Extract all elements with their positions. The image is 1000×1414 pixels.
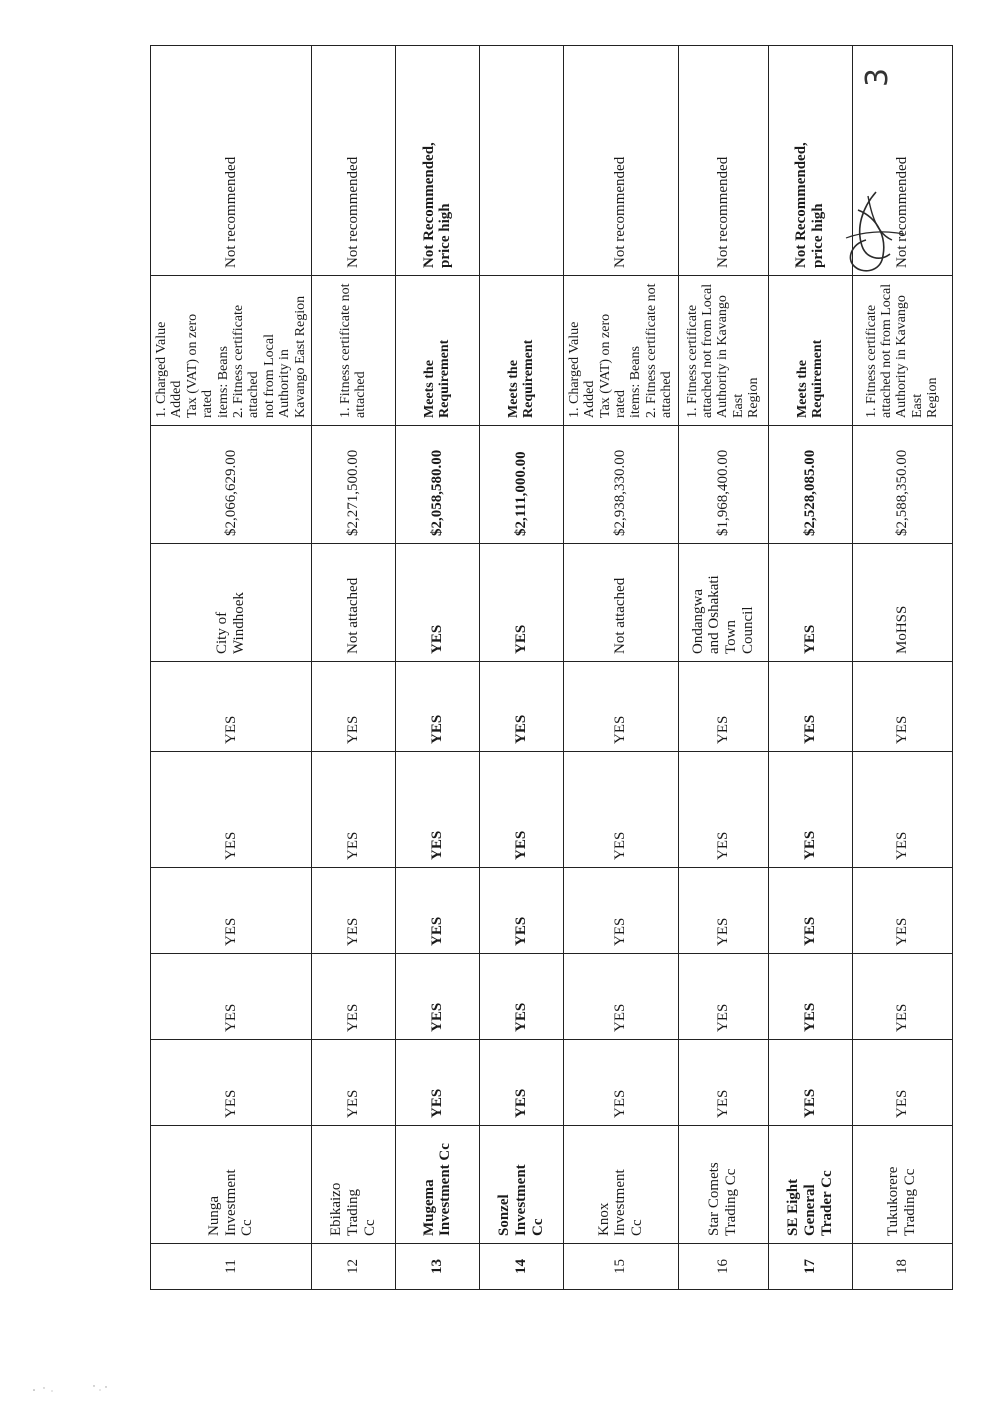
table-row (311, 46, 395, 1290)
remarks-cell (852, 276, 952, 426)
remarks-cell (311, 276, 395, 426)
criterion-cell: YES (852, 1040, 952, 1126)
criterion-cell: YES (479, 662, 563, 752)
recommendation-cell-line: Not Recommended, (793, 142, 810, 268)
criterion-cell: YES (479, 868, 563, 954)
remarks-cell (479, 276, 563, 426)
remarks-cell (151, 276, 312, 426)
criterion-cell: YES (479, 954, 563, 1040)
bid-price-cell: $2,528,085.00 (768, 426, 852, 544)
fitness-certificate-cell (563, 544, 678, 662)
bidder-name-cell-line: Mugema (420, 1179, 437, 1236)
bidder-name-cell-line: Ebikaizo Trading (328, 1182, 361, 1236)
table-row (151, 46, 312, 1290)
bidder-name-cell-line: Cc (629, 1219, 646, 1236)
fitness-certificate-cell (852, 544, 952, 662)
bid-price-cell: $2,588,350.00 (852, 426, 952, 544)
criterion-cell: YES (395, 1040, 479, 1126)
criterion-cell: YES (678, 662, 768, 752)
criterion-cell: YES (563, 1040, 678, 1126)
criterion-cell: YES (852, 868, 952, 954)
remarks-cell-line: Region (746, 377, 762, 418)
bidder-name-cell (678, 1126, 768, 1244)
criterion-cell: YES (395, 954, 479, 1040)
bid-price-cell: $2,938,330.00 (563, 426, 678, 544)
criterion-cell: YES (768, 954, 852, 1040)
criterion-cell: YES (395, 868, 479, 954)
row-number-cell: 14 (479, 1244, 563, 1290)
bid-price-cell: $1,968,400.00 (678, 426, 768, 544)
recommendation-cell (563, 46, 678, 276)
table-row (678, 46, 768, 1290)
remarks-cell-line: Tax (VAT) on zero rated (597, 313, 629, 418)
fitness-certificate-cell (311, 544, 395, 662)
recommendation-cell-line: price high (437, 203, 454, 268)
fitness-certificate-cell-line: Ondangwa (689, 589, 706, 654)
recommendation-cell-line: Not recommended (222, 156, 239, 268)
bidder-name-cell-line: Trading Cc (723, 1168, 740, 1236)
bidder-name-cell-line: Trader Cc (818, 1170, 835, 1236)
bidder-name-cell-line: Cc (239, 1219, 256, 1236)
remarks-cell-line: Region (925, 377, 941, 418)
remarks-cell-line: 2. Fitness certificate attached (230, 304, 262, 418)
bidder-name-cell (852, 1126, 952, 1244)
bidder-name-cell-line: Investment Cc (437, 1143, 454, 1236)
bidder-name-cell-line: Knox Investment (595, 1169, 629, 1236)
remarks-cell-line: attached not from Local (700, 283, 716, 418)
recommendation-cell (678, 46, 768, 276)
page-number: 3 (860, 67, 896, 88)
recommendation-cell (311, 46, 395, 276)
remarks-cell (395, 276, 479, 426)
criterion-cell: YES (151, 662, 312, 752)
criterion-cell: YES (151, 752, 312, 868)
remarks-cell-line: Meets the Requirement (422, 339, 453, 418)
fitness-certificate-cell-line: City of (214, 611, 231, 654)
criterion-cell: YES (311, 954, 395, 1040)
criterion-cell: YES (768, 868, 852, 954)
bidder-name-cell (151, 1126, 312, 1244)
criterion-cell: YES (151, 954, 312, 1040)
remarks-cell-line: Authority in Kavango East (894, 295, 925, 418)
fitness-certificate-cell (768, 544, 852, 662)
criterion-cell: YES (563, 662, 678, 752)
row-number-cell: 17 (768, 1244, 852, 1290)
fitness-certificate-cell-line: Not attached (612, 577, 629, 654)
remarks-cell-line: 1. Fitness certificate not (338, 283, 354, 418)
remarks-cell-line: attached not from Local (879, 283, 895, 418)
criterion-cell: YES (768, 752, 852, 868)
recommendation-cell (479, 46, 563, 276)
bidder-name-cell (563, 1126, 678, 1244)
criterion-cell: YES (563, 752, 678, 868)
recommendation-cell-line: Not recommended (893, 156, 910, 268)
criterion-cell: YES (311, 1040, 395, 1126)
criterion-cell: YES (768, 1040, 852, 1126)
row-number-cell: 12 (311, 1244, 395, 1290)
remarks-cell-line: not from Local Authority in (261, 334, 293, 418)
fitness-certificate-cell (395, 544, 479, 662)
bidder-name-cell-line: Nunga Investment (205, 1169, 239, 1236)
fitness-certificate-cell-line: MoHSS (893, 605, 910, 654)
criterion-cell: YES (678, 752, 768, 868)
criterion-cell: YES (311, 868, 395, 954)
bidder-name-cell-line: Tukukorere (885, 1166, 902, 1236)
row-number-cell: 18 (852, 1244, 952, 1290)
remarks-cell-line: 1. Fitness certificate (684, 304, 700, 418)
criterion-cell: YES (852, 954, 952, 1040)
criterion-cell: YES (311, 662, 395, 752)
fitness-certificate-cell-line: Town (723, 620, 740, 654)
fitness-certificate-cell-line: YES (429, 624, 445, 654)
remarks-cell (678, 276, 768, 426)
bidder-name-cell-line: Cc (529, 1218, 546, 1236)
remarks-cell-line: attached (353, 371, 369, 418)
bidder-name-cell (395, 1126, 479, 1244)
criterion-cell: YES (479, 752, 563, 868)
fitness-certificate-cell-line: Windhoek (230, 592, 247, 654)
criterion-cell: YES (678, 868, 768, 954)
remarks-cell-line: Meets the Requirement (506, 339, 537, 418)
criterion-cell: YES (151, 1040, 312, 1126)
remarks-cell-line: 1. Fitness certificate (863, 304, 879, 418)
criterion-cell: YES (678, 954, 768, 1040)
scan-specks (28, 1378, 128, 1398)
table-row (563, 46, 678, 1290)
fitness-certificate-cell (678, 544, 768, 662)
bid-price-cell: $2,066,629.00 (151, 426, 312, 544)
bidder-name-cell-line: Sonzel Investment (496, 1164, 529, 1236)
bidder-name-cell (311, 1126, 395, 1244)
row-number-cell: 11 (151, 1244, 312, 1290)
remarks-cell-line: attached (659, 371, 675, 418)
remarks-cell-line: Authority in Kavango East (715, 295, 746, 418)
recommendation-cell (151, 46, 312, 276)
criterion-cell: YES (479, 1040, 563, 1126)
criterion-cell: YES (852, 752, 952, 868)
row-number-cell: 16 (678, 1244, 768, 1290)
fitness-certificate-cell-line: and Oshakati (706, 575, 723, 654)
criterion-cell: YES (852, 662, 952, 752)
bidder-name-cell-line: Cc (361, 1219, 378, 1236)
remarks-cell-line: items: Beans (215, 346, 231, 418)
criterion-cell: YES (395, 752, 479, 868)
remarks-cell-line: 1. Charged Value Added (154, 321, 185, 418)
recommendation-cell-line: Not Recommended, (420, 142, 437, 268)
fitness-certificate-cell (151, 544, 312, 662)
evaluation-table-sheet (150, 46, 941, 1290)
recommendation-cell (395, 46, 479, 276)
recommendation-cell-line: Not recommended (714, 156, 731, 268)
remarks-cell-line: items: Beans (628, 346, 644, 418)
criterion-cell: YES (311, 752, 395, 868)
criterion-cell: YES (395, 662, 479, 752)
row-number-cell: 13 (395, 1244, 479, 1290)
recommendation-cell-line: Not recommended (345, 156, 361, 268)
remarks-cell-line: Kavango East Region (292, 295, 308, 418)
criterion-cell: YES (563, 954, 678, 1040)
fitness-certificate-cell-line: Not attached (345, 577, 361, 654)
table-row (395, 46, 479, 1290)
fitness-certificate-cell-line: Council (739, 606, 756, 654)
row-number-cell: 15 (563, 1244, 678, 1290)
bidder-name-cell (479, 1126, 563, 1244)
bid-price-cell: $2,271,500.00 (311, 426, 395, 544)
bidder-name-cell-line: SE Eight General (784, 1178, 818, 1236)
remarks-cell (563, 276, 678, 426)
recommendation-cell-line: price high (810, 203, 827, 268)
remarks-cell-line: 2. Fitness certificate not (643, 283, 659, 418)
signature-mark (832, 188, 912, 278)
criterion-cell: YES (151, 868, 312, 954)
bidder-name-cell-line: Star Comets (706, 1162, 723, 1236)
remarks-cell-line: 1. Charged Value Added (566, 321, 598, 418)
fitness-certificate-cell-line: YES (801, 624, 818, 654)
remarks-cell-line: Tax (VAT) on zero rated (184, 313, 216, 418)
bidder-name-cell-line: Trading Cc (902, 1168, 919, 1236)
remarks-cell-line: Meets the Requirement (794, 339, 826, 418)
fitness-certificate-cell (479, 544, 563, 662)
recommendation-cell-line: Not recommended (612, 156, 629, 268)
bid-price-cell: $2,058,580.00 (395, 426, 479, 544)
fitness-certificate-cell-line: YES (513, 624, 529, 654)
bid-price-cell: $2,111,000.00 (479, 426, 563, 544)
table-row (479, 46, 563, 1290)
bidder-name-cell (768, 1126, 852, 1244)
criterion-cell: YES (768, 662, 852, 752)
criterion-cell: YES (678, 1040, 768, 1126)
criterion-cell: YES (563, 868, 678, 954)
remarks-cell (768, 276, 852, 426)
